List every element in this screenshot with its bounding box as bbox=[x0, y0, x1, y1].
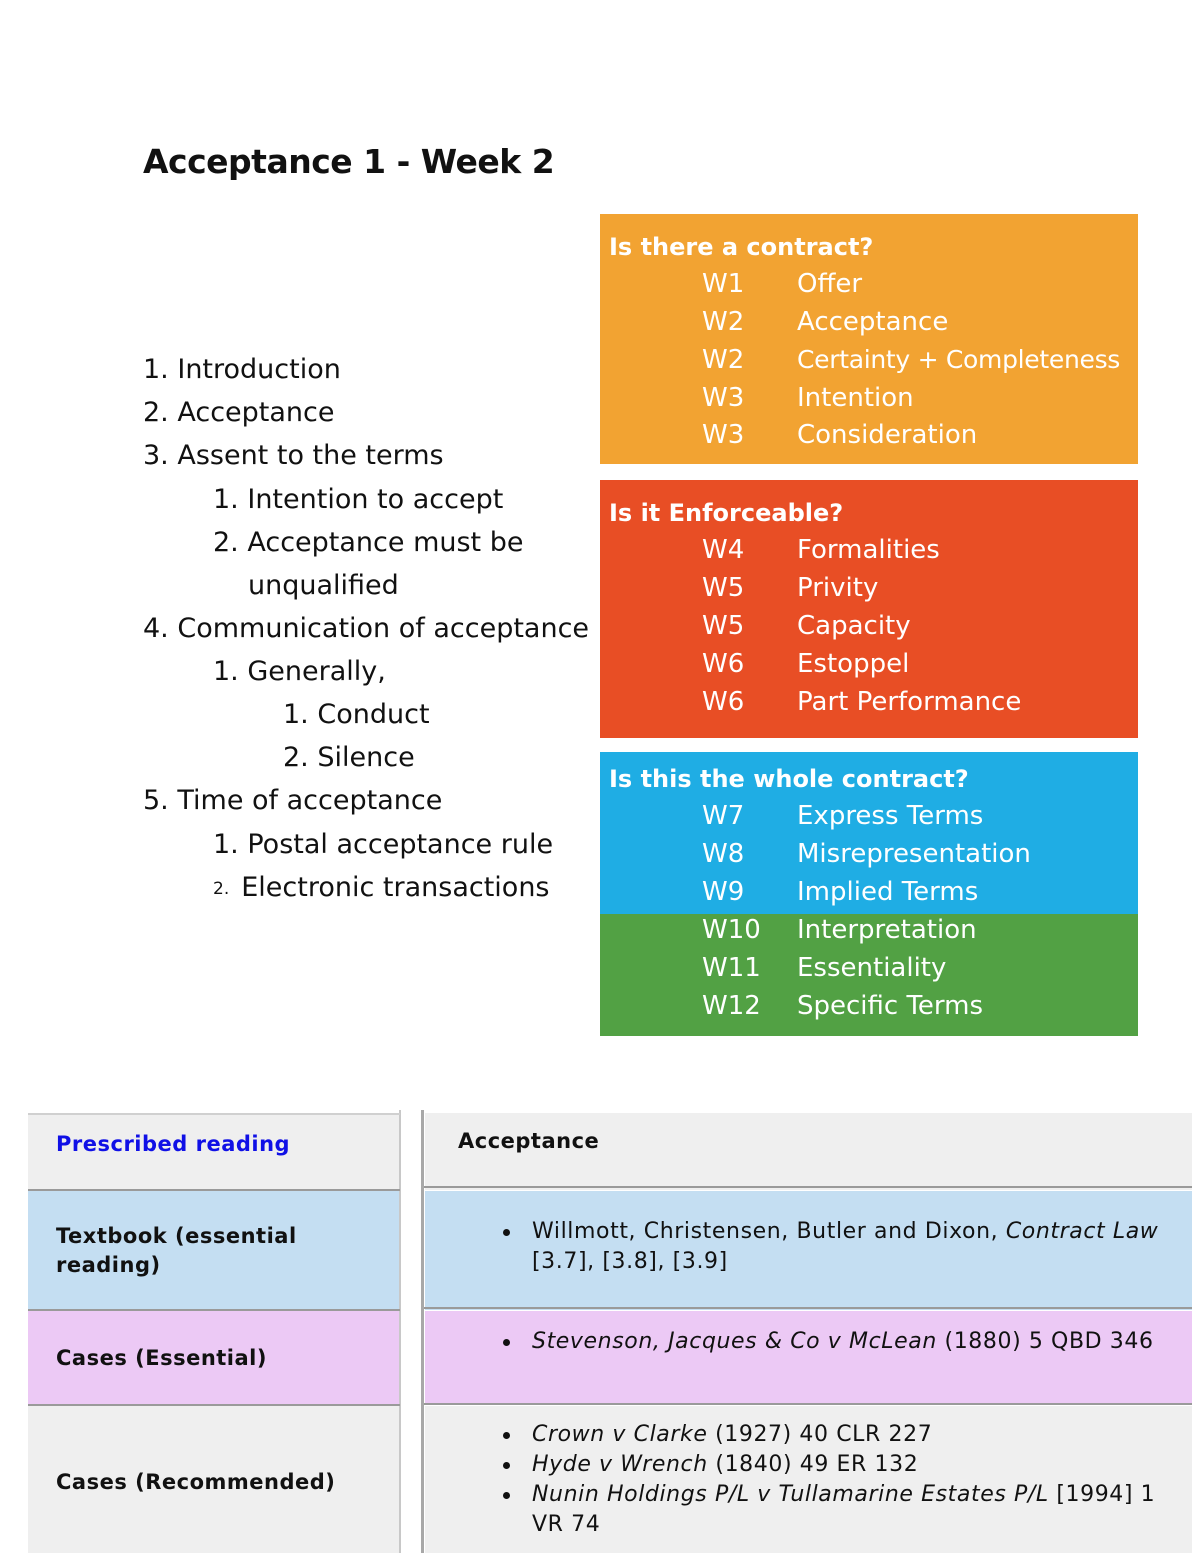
table-divider bbox=[28, 1113, 400, 1115]
table-header-topic: Acceptance bbox=[458, 1129, 600, 1153]
reading-list bbox=[425, 1217, 1172, 1277]
table-cell bbox=[28, 1191, 400, 1310]
table-header-label: Prescribed reading bbox=[56, 1132, 291, 1156]
week-number: W5 bbox=[702, 611, 745, 641]
week-row bbox=[600, 269, 1138, 307]
week-topic: Intention bbox=[797, 383, 914, 413]
outline-item-label: Acceptance must be bbox=[247, 527, 524, 558]
week-row bbox=[600, 649, 1138, 687]
week-number: W9 bbox=[702, 877, 745, 907]
week-number: W6 bbox=[702, 687, 745, 717]
week-topic: Formalities bbox=[797, 535, 940, 565]
table-divider bbox=[424, 1403, 1192, 1405]
bullet-icon bbox=[503, 1229, 510, 1236]
outline-subitem-continuation bbox=[248, 569, 399, 603]
reading-list bbox=[425, 1420, 1172, 1540]
outline-subitem: 1. Intention to accept bbox=[213, 484, 504, 515]
outline-subitem: 1. Postal acceptance rule bbox=[213, 829, 554, 860]
table-divider bbox=[28, 1189, 400, 1191]
outline-item-label: unqualified bbox=[248, 570, 399, 601]
week-number: W5 bbox=[702, 573, 745, 603]
week-topic: Privity bbox=[797, 573, 879, 603]
week-number: W11 bbox=[702, 953, 761, 983]
table-divider bbox=[28, 1404, 400, 1406]
list-item: Nunin Holdings P/L v Tullamarine Estates P/L [1994] 1 VR 74 bbox=[425, 1480, 1172, 1540]
week-topic: Essentiality bbox=[797, 953, 947, 983]
week-topic: Express Terms bbox=[797, 801, 984, 831]
bullet-icon bbox=[503, 1462, 510, 1469]
table-cell bbox=[28, 1406, 400, 1553]
list-item: Stevenson, Jacques & Co v McLean (1880) 5 QBD 346 bbox=[425, 1327, 1172, 1357]
outline-subitem: 1. Generally, bbox=[213, 656, 386, 687]
table-divider bbox=[424, 1307, 1192, 1309]
week-row bbox=[600, 915, 1138, 953]
outline-item-label: Assent to the terms bbox=[177, 440, 444, 471]
row-label: Textbook (essential reading) bbox=[56, 1224, 297, 1277]
outline-subsubitem: 2. Silence bbox=[283, 742, 415, 773]
list-item: Hyde v Wrench (1840) 49 ER 132 bbox=[425, 1450, 1172, 1480]
outline-item-label: Intention to accept bbox=[247, 484, 504, 515]
bullet-icon bbox=[503, 1432, 510, 1439]
outline-item: 1. Introduction bbox=[143, 354, 341, 385]
reading-list bbox=[425, 1327, 1172, 1357]
table-divider bbox=[399, 1110, 401, 1553]
table-cell bbox=[28, 1311, 400, 1404]
week-topic: Certainty + Completeness bbox=[797, 345, 1121, 374]
list-item: Willmott, Christensen, Butler and Dixon, Contract Law [3.7], [3.8], [3.9] bbox=[425, 1217, 1172, 1277]
week-row bbox=[600, 839, 1138, 877]
contract-formation-box bbox=[600, 214, 1138, 464]
table-divider bbox=[421, 1110, 424, 1553]
outline-item: 2. Acceptance bbox=[143, 397, 335, 428]
week-row bbox=[600, 345, 1138, 383]
table-cell bbox=[425, 1406, 1192, 1553]
table-cell bbox=[425, 1113, 1192, 1190]
week-number: W12 bbox=[702, 991, 761, 1021]
row-label: Cases (Recommended) bbox=[56, 1470, 336, 1494]
outline-item: 4. Communication of acceptance bbox=[143, 613, 590, 644]
outline-item-label: Acceptance bbox=[177, 397, 335, 428]
week-row bbox=[600, 383, 1138, 421]
week-topic: Consideration bbox=[797, 420, 978, 450]
bullet-icon bbox=[503, 1339, 510, 1346]
table-cell bbox=[425, 1311, 1192, 1404]
table-divider bbox=[424, 1186, 1192, 1188]
outline-item: 3. Assent to the terms bbox=[143, 440, 444, 471]
outline-item: 5. Time of acceptance bbox=[143, 785, 443, 816]
week-number: W8 bbox=[702, 839, 745, 869]
week-number: W1 bbox=[702, 269, 745, 299]
outline-item-label: Introduction bbox=[177, 354, 341, 385]
outline-item-label: Communication of acceptance bbox=[177, 613, 590, 644]
outline-item-label: Silence bbox=[317, 742, 415, 773]
week-row bbox=[600, 687, 1138, 725]
week-row bbox=[600, 953, 1138, 991]
week-row bbox=[600, 611, 1138, 649]
week-topic: Capacity bbox=[797, 611, 911, 641]
week-topic: Specific Terms bbox=[797, 991, 984, 1021]
week-row bbox=[600, 991, 1138, 1029]
week-row bbox=[600, 535, 1138, 573]
enforceability-box bbox=[600, 480, 1138, 738]
terms-box bbox=[600, 914, 1138, 1036]
week-number: W3 bbox=[702, 383, 745, 413]
week-topic: Implied Terms bbox=[797, 877, 979, 907]
page-title: Acceptance 1 - Week 2 bbox=[143, 142, 555, 181]
outline-subsubitem: 1. Conduct bbox=[283, 699, 430, 730]
outline-item-label: Postal acceptance rule bbox=[247, 829, 554, 860]
week-row bbox=[600, 307, 1138, 345]
week-number: W10 bbox=[702, 915, 761, 945]
box-title: Is there a contract? bbox=[609, 233, 874, 261]
week-number: W2 bbox=[702, 307, 745, 337]
week-number: W7 bbox=[702, 801, 745, 831]
bullet-icon bbox=[503, 1492, 510, 1499]
week-number: W6 bbox=[702, 649, 745, 679]
list-item: Crown v Clarke (1927) 40 CLR 227 bbox=[425, 1420, 1172, 1450]
box-title: Is this the whole contract? bbox=[609, 765, 969, 793]
outline-item-label: Generally, bbox=[247, 656, 386, 687]
outline-subitem: 2. Acceptance must be bbox=[213, 527, 524, 558]
outline-item-label: Time of acceptance bbox=[177, 785, 443, 816]
week-topic: Misrepresentation bbox=[797, 839, 1031, 869]
table-cell bbox=[28, 1113, 400, 1190]
outline-subitem: 2. Electronic transactions bbox=[213, 872, 550, 903]
week-topic: Estoppel bbox=[797, 649, 910, 679]
week-topic: Offer bbox=[797, 269, 863, 299]
week-number: W4 bbox=[702, 535, 745, 565]
week-number: W3 bbox=[702, 420, 745, 450]
table-divider bbox=[28, 1309, 400, 1311]
week-row bbox=[600, 877, 1138, 915]
week-topic: Part Performance bbox=[797, 687, 1022, 717]
week-topic: Interpretation bbox=[797, 915, 977, 945]
week-number: W2 bbox=[702, 345, 745, 375]
outline-item-label: Electronic transactions bbox=[241, 872, 550, 903]
week-row bbox=[600, 420, 1138, 458]
week-row bbox=[600, 573, 1138, 611]
outline-item-label: Conduct bbox=[317, 699, 430, 730]
week-topic: Acceptance bbox=[797, 307, 949, 337]
whole-contract-box bbox=[600, 752, 1138, 914]
week-row bbox=[600, 801, 1138, 839]
row-label: Cases (Essential) bbox=[56, 1346, 267, 1370]
box-title: Is it Enforceable? bbox=[609, 499, 844, 527]
table-cell bbox=[425, 1191, 1192, 1310]
